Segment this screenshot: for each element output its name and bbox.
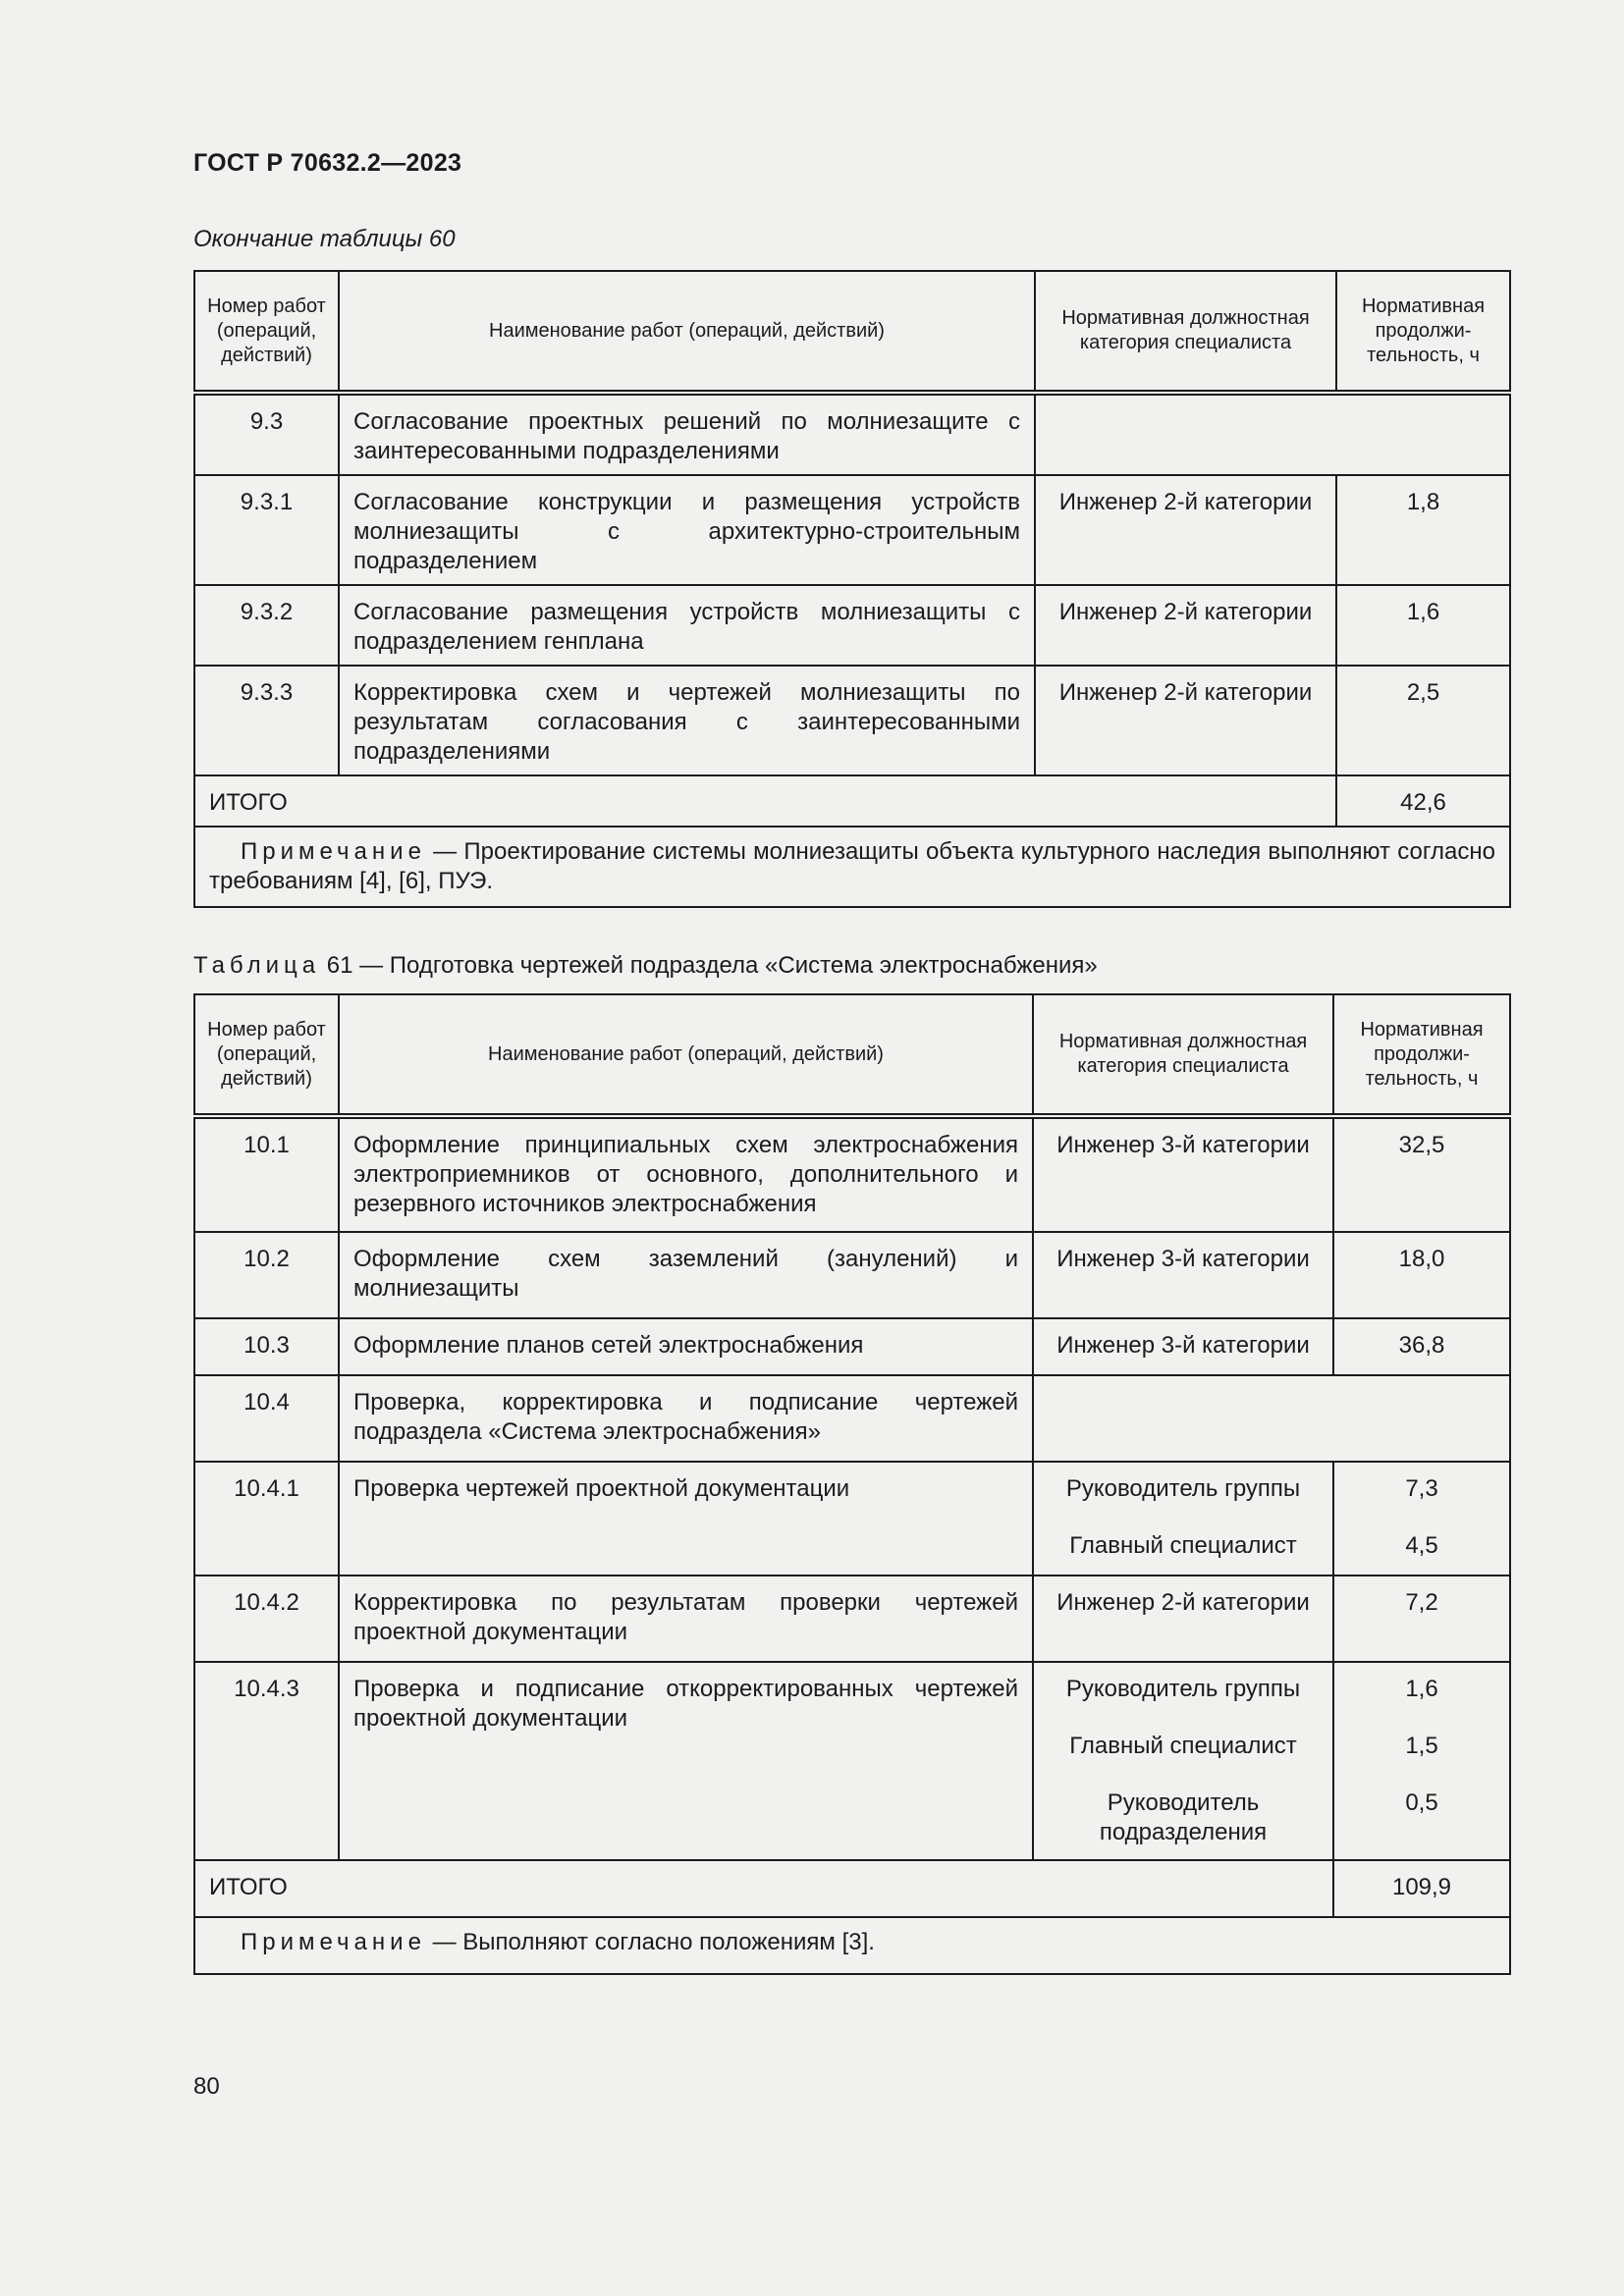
table-row bbox=[194, 393, 1510, 475]
table-row bbox=[194, 1232, 1510, 1318]
caption-label: Таблица bbox=[193, 952, 321, 979]
table-row bbox=[194, 1575, 1510, 1662]
row-name: Проверка чертежей проектной документации bbox=[339, 1462, 1033, 1575]
total-value: 109,9 bbox=[1333, 1860, 1510, 1917]
table-61 bbox=[193, 993, 1511, 1975]
table-60 bbox=[193, 270, 1511, 908]
row-name: Согласование размещения устройств молниезащиты с подразделением генплана bbox=[339, 585, 1035, 666]
row-duration: 32,5 bbox=[1333, 1116, 1510, 1232]
row-name: Корректировка по результатам проверки чертежей проектной документации bbox=[339, 1575, 1033, 1662]
table-row bbox=[194, 1375, 1510, 1462]
row-num: 10.4.2 bbox=[194, 1575, 339, 1662]
table61-caption bbox=[193, 952, 1098, 980]
category-line: Главный специалист bbox=[1069, 1733, 1297, 1759]
row-duration: 1,8 bbox=[1336, 475, 1510, 585]
table60-caption: Окончание таблицы 60 bbox=[193, 226, 456, 252]
row-duration: 2,5 bbox=[1336, 666, 1510, 775]
note-label: Примечание bbox=[241, 1929, 426, 1955]
header-category: Нормативная должностная категория специалиста bbox=[1033, 994, 1333, 1116]
category-line: Руководитель группы bbox=[1065, 1475, 1301, 1502]
row-category: Инженер 2-й категории bbox=[1035, 585, 1336, 666]
row-category: Инженер 2-й категории bbox=[1035, 475, 1336, 585]
table-row bbox=[194, 475, 1510, 585]
row-duration bbox=[1333, 1462, 1510, 1575]
row-category bbox=[1033, 1662, 1333, 1860]
row-num: 10.4.3 bbox=[194, 1662, 339, 1860]
note-label: Примечание bbox=[241, 838, 426, 865]
row-name: Согласование конструкции и размещения устройств молниезащиты с архитектурно-строительным подразделением bbox=[339, 475, 1035, 585]
row-num: 9.3.2 bbox=[194, 585, 339, 666]
row-empty-cell bbox=[1035, 393, 1510, 475]
duration-line: 1,5 bbox=[1405, 1733, 1438, 1759]
table-row bbox=[194, 1116, 1510, 1232]
duration-line: 7,3 bbox=[1405, 1475, 1438, 1502]
table-row bbox=[194, 1318, 1510, 1375]
total-label: ИТОГО bbox=[194, 775, 1336, 827]
header-name: Наименование работ (операций, действий) bbox=[339, 994, 1033, 1116]
header-num: Номер работ (операций, действий) bbox=[194, 994, 339, 1116]
page-number: 80 bbox=[193, 2073, 220, 2100]
row-category: Инженер 3-й категории bbox=[1033, 1318, 1333, 1375]
note-row bbox=[194, 1917, 1510, 1974]
header-duration: Нормативная продолжи-тельность, ч bbox=[1333, 994, 1510, 1116]
duration-line: 0,5 bbox=[1405, 1789, 1438, 1816]
caption-text: 61 — Подготовка чертежей подраздела «Система электроснабжения» bbox=[320, 952, 1098, 979]
row-name: Проверка и подписание откорректированных чертежей проектной документации bbox=[339, 1662, 1033, 1860]
row-name: Проверка, корректировка и подписание чертежей подраздела «Система электроснабжения» bbox=[339, 1375, 1033, 1462]
header-name: Наименование работ (операций, действий) bbox=[339, 271, 1035, 393]
total-value: 42,6 bbox=[1336, 775, 1510, 827]
row-category bbox=[1033, 1462, 1333, 1575]
category-line: Главный специалист bbox=[1069, 1532, 1297, 1559]
duration-line: 4,5 bbox=[1405, 1532, 1438, 1559]
table-row bbox=[194, 1462, 1510, 1575]
row-num: 10.1 bbox=[194, 1116, 339, 1232]
row-empty-cell bbox=[1033, 1375, 1510, 1462]
row-name: Корректировка схем и чертежей молниезащиты по результатам согласования с заинтересованными подразделениями bbox=[339, 666, 1035, 775]
table-row bbox=[194, 666, 1510, 775]
category-line: Руководитель группы bbox=[1065, 1676, 1301, 1702]
row-category: Инженер 3-й категории bbox=[1033, 1116, 1333, 1232]
duration-line: 1,6 bbox=[1405, 1676, 1438, 1702]
total-row bbox=[194, 1860, 1510, 1917]
row-duration: 7,2 bbox=[1333, 1575, 1510, 1662]
row-name: Оформление принципиальных схем электроснабжения электроприемников от основного, дополнительного и резервного источников электроснабжения bbox=[339, 1116, 1033, 1232]
row-name: Оформление планов сетей электроснабжения bbox=[339, 1318, 1033, 1375]
header-duration: Нормативная продолжи-тельность, ч bbox=[1336, 271, 1510, 393]
table-row bbox=[194, 1662, 1510, 1860]
row-name: Согласование проектных решений по молниезащите с заинтересованными подразделениями bbox=[339, 393, 1035, 475]
row-num: 10.4.1 bbox=[194, 1462, 339, 1575]
row-num: 9.3 bbox=[194, 393, 339, 475]
row-category: Инженер 2-й категории bbox=[1033, 1575, 1333, 1662]
document-header: ГОСТ Р 70632.2—2023 bbox=[193, 149, 462, 177]
note-text: — Проектирование системы молниезащиты объекта культурного наследия выполняют согласно требованиям [4], [6], ПУЭ. bbox=[209, 838, 1495, 894]
row-duration: 36,8 bbox=[1333, 1318, 1510, 1375]
row-name: Оформление схем заземлений (занулений) и молниезащиты bbox=[339, 1232, 1033, 1318]
row-duration bbox=[1333, 1662, 1510, 1860]
table60-header-row bbox=[194, 271, 1510, 393]
table60-note bbox=[194, 827, 1510, 907]
note-text: — Выполняют согласно положениям [3]. bbox=[425, 1929, 875, 1955]
category-line: Руководитель подразделения bbox=[1099, 1789, 1268, 1845]
table61-note bbox=[194, 1917, 1510, 1974]
total-label: ИТОГО bbox=[194, 1860, 1333, 1917]
row-num: 9.3.1 bbox=[194, 475, 339, 585]
row-category: Инженер 2-й категории bbox=[1035, 666, 1336, 775]
row-num: 10.4 bbox=[194, 1375, 339, 1462]
row-num: 9.3.3 bbox=[194, 666, 339, 775]
row-duration: 18,0 bbox=[1333, 1232, 1510, 1318]
row-category: Инженер 3-й категории bbox=[1033, 1232, 1333, 1318]
header-category: Нормативная должностная категория специалиста bbox=[1035, 271, 1336, 393]
note-row bbox=[194, 827, 1510, 907]
table-row bbox=[194, 585, 1510, 666]
header-num: Номер работ (операций, действий) bbox=[194, 271, 339, 393]
total-row bbox=[194, 775, 1510, 827]
row-num: 10.3 bbox=[194, 1318, 339, 1375]
row-duration: 1,6 bbox=[1336, 585, 1510, 666]
table61-header-row bbox=[194, 994, 1510, 1116]
row-num: 10.2 bbox=[194, 1232, 339, 1318]
